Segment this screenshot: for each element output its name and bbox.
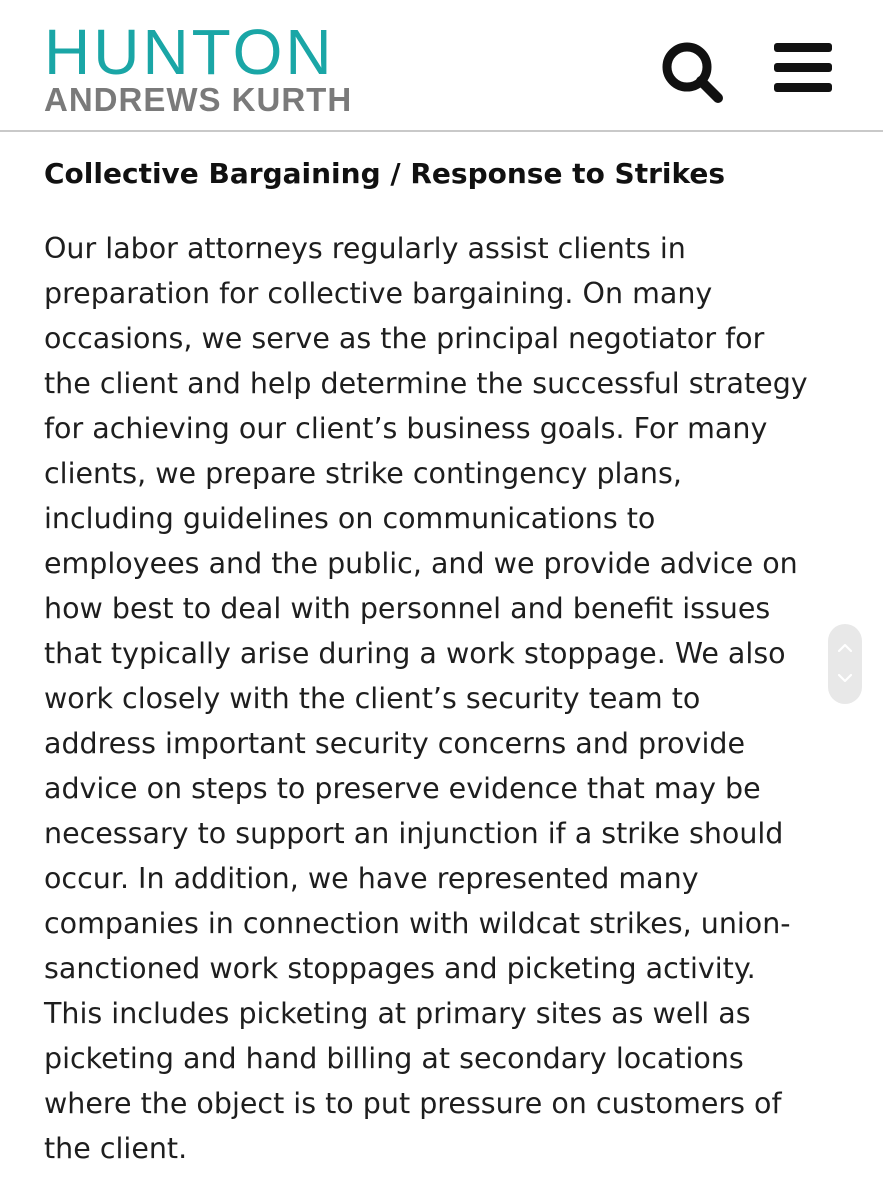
search-button[interactable] bbox=[658, 38, 726, 106]
logo[interactable] bbox=[44, 16, 364, 118]
body-line: preparation for collective bargaining. On many bbox=[44, 277, 713, 310]
body-line: including guidelines on communications to bbox=[44, 502, 656, 535]
body-line: how best to deal with personnel and benefit issues bbox=[44, 592, 771, 625]
body-line: the client and help determine the successful strategy bbox=[44, 367, 808, 400]
body-line: address important security concerns and provide bbox=[44, 727, 746, 760]
article-content bbox=[44, 150, 844, 1171]
body-line: employees and the public, and we provide advice on bbox=[44, 547, 798, 580]
scroll-down-button[interactable] bbox=[828, 664, 862, 692]
scroll-widget[interactable] bbox=[828, 624, 862, 704]
body-line: the client. bbox=[44, 1132, 188, 1165]
body-line: This includes picketing at primary sites as well as bbox=[44, 997, 751, 1030]
body-line: work closely with the client’s security team to bbox=[44, 682, 701, 715]
article-body bbox=[44, 226, 844, 1171]
body-line: occasions, we serve as the principal negotiator for bbox=[44, 322, 765, 355]
body-line: picketing and hand billing at secondary locations bbox=[44, 1042, 744, 1075]
body-line: for achieving our client’s business goals. For many bbox=[44, 412, 768, 445]
body-line: sanctioned work stoppages and picketing activity. bbox=[44, 952, 756, 985]
body-line: occur. In addition, we have represented many bbox=[44, 862, 699, 895]
body-line: necessary to support an injunction if a strike should bbox=[44, 817, 784, 850]
body-line: clients, we prepare strike contingency plans, bbox=[44, 457, 682, 490]
body-line: that typically arise during a work stoppage. We also bbox=[44, 637, 786, 670]
body-line: where the object is to put pressure on customers of bbox=[44, 1087, 782, 1120]
body-line: advice on steps to preserve evidence that may be bbox=[44, 772, 761, 805]
logo-wordmark-top: HUNTON bbox=[44, 16, 335, 88]
body-line: Our labor attorneys regularly assist clients in bbox=[44, 232, 686, 265]
hamburger-menu-icon bbox=[772, 40, 834, 96]
chevron-up-icon bbox=[837, 643, 853, 653]
logo-wordmark-bottom: ANDREWS KURTH bbox=[44, 81, 353, 118]
menu-button[interactable] bbox=[772, 40, 834, 96]
body-line: companies in connection with wildcat strikes, union- bbox=[44, 907, 791, 940]
site-header bbox=[0, 0, 883, 132]
chevron-down-icon bbox=[837, 673, 853, 683]
search-icon bbox=[658, 38, 726, 106]
page-title: Collective Bargaining / Response to Strikes bbox=[44, 157, 726, 190]
scroll-up-button[interactable] bbox=[828, 634, 862, 662]
